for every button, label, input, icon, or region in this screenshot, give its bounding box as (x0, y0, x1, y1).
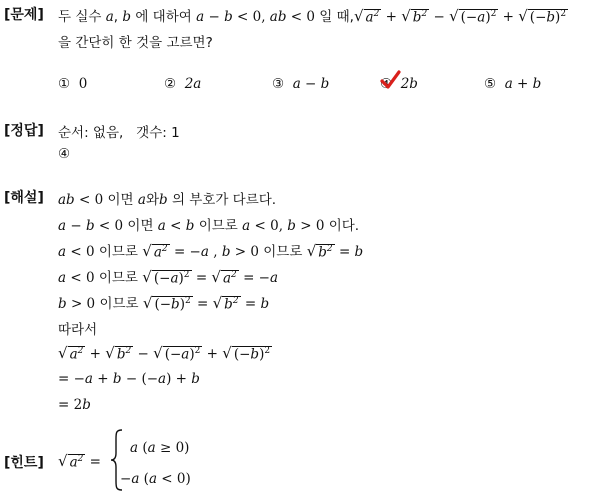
hint-case-1: a (a ≥ 0) (130, 440, 190, 456)
choice-1[interactable]: ① 0 (58, 76, 88, 92)
choice-3[interactable]: ③ a − b (272, 76, 330, 92)
explanation-line-7: √ $a^2$ + √ $b^2$ − √ $(-a)^2$ + √ $(-b)^2$ (58, 344, 271, 362)
explanation-line-8: = −a + b − (−a) + b (58, 371, 200, 387)
question-line-1: 두 실수 a, b 에 대하여 a − b < 0, ab < 0 일 때,√ $a^2$ + √ $b^2$ − √ $(-a)^2$ + √ $(-b)^2$ (58, 7, 567, 25)
explanation-label: [해설] (4, 190, 44, 206)
explanation-line-5: b > 0 이므로 √ $(-b)^2$ = √ $b^2 = b$ (58, 294, 270, 312)
explanation-line-4: a < 0 이므로 √ $(-a)^2$ = √ $a^2 = -a$ (58, 268, 279, 286)
hint-label: [힌트] (4, 455, 44, 471)
question-label: [문제] (4, 7, 44, 23)
explanation-line-1: ab < 0 이면 a와b 의 부호가 다르다. (58, 192, 277, 208)
choice-2[interactable]: ② 2a (164, 76, 202, 92)
checkmark-icon (379, 70, 401, 90)
hint-case-2: −a (a < 0) (120, 471, 191, 487)
choice-5[interactable]: ⑤ a + b (484, 76, 542, 92)
choice-4[interactable]: ④ 2b (380, 76, 418, 92)
answer-line-1: 순서: 없음, 갯수: 1 (58, 125, 180, 141)
explanation-line-2: a − b < 0 이면 a < b 이므로 a < 0, b > 0 이다. (58, 218, 360, 234)
explanation-therefore: 따라서 (58, 322, 98, 338)
explanation-line-3: a < 0 이므로 √ $a^2 = -a$ , b > 0 이므로 √ $b^2 = b$ (58, 242, 364, 260)
explanation-line-9: = 2b (58, 397, 91, 413)
answer-line-2: ④ (58, 146, 71, 162)
question-line-2: 을 간단히 한 것을 고르면? (58, 35, 213, 51)
answer-label: [정답] (4, 123, 44, 139)
hint-lhs: √ $a^2$ = (58, 452, 101, 470)
